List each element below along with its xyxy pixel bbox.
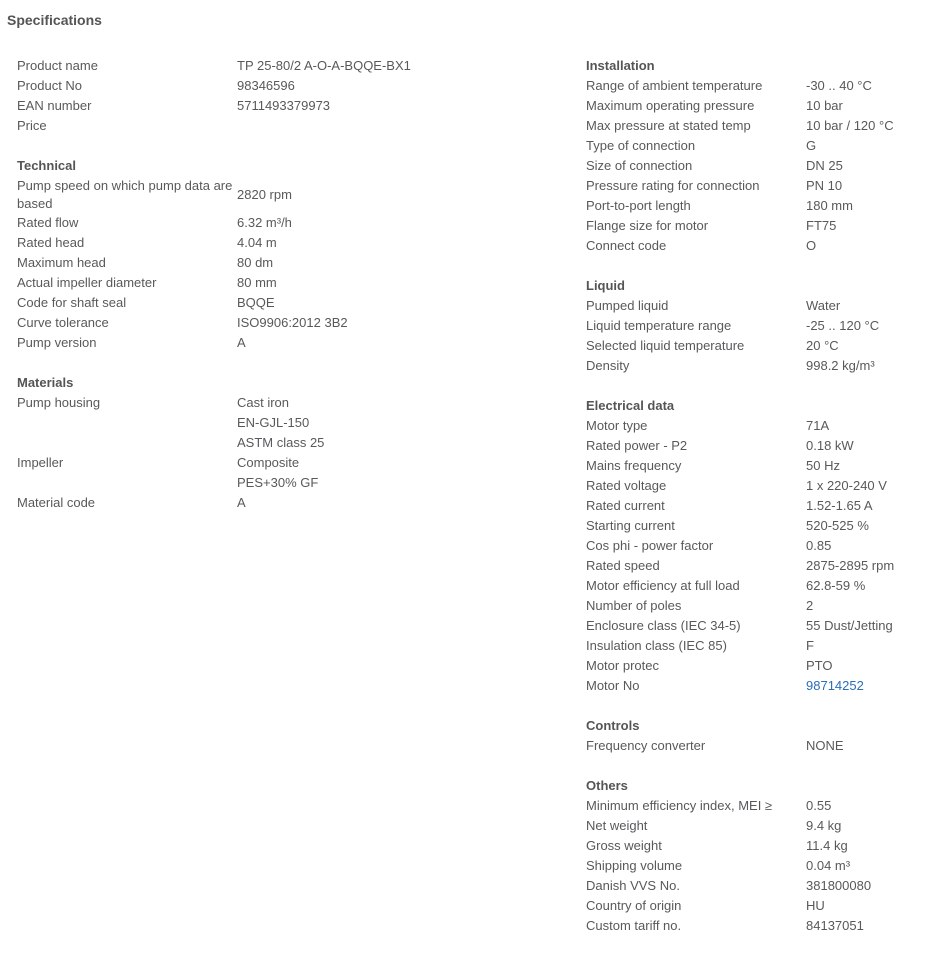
- spec-value: 10 bar: [806, 98, 843, 113]
- spec-label: Motor protec: [586, 658, 659, 673]
- spec-row: [586, 356, 936, 376]
- spec-value: EN-GJL-150: [237, 415, 310, 430]
- spec-label: Shipping volume: [586, 858, 683, 873]
- spec-label: Product No: [17, 78, 83, 93]
- spec-row: [586, 736, 936, 756]
- spec-value: 2: [806, 598, 814, 613]
- spec-row: [17, 273, 557, 293]
- spec-label: Enclosure class (IEC 34-5): [586, 618, 741, 633]
- spec-label: Danish VVS No.: [586, 878, 680, 893]
- spec-value: 71A: [806, 418, 830, 433]
- section-heading: Materials: [17, 375, 74, 390]
- spec-label: Density: [586, 358, 630, 373]
- spec-value: 4.04 m: [237, 235, 277, 250]
- spec-label: Price: [17, 118, 47, 133]
- spec-label: EAN number: [17, 98, 92, 113]
- spec-row: [586, 856, 936, 876]
- spec-value: -30 .. 40 °C: [806, 78, 872, 93]
- spec-values: [806, 676, 936, 696]
- spec-label: Motor efficiency at full load: [586, 578, 740, 593]
- spec-value: G: [806, 138, 817, 153]
- spec-label: Pump version: [17, 335, 97, 350]
- spec-label: Actual impeller diameter: [17, 275, 157, 290]
- spec-values: [237, 333, 557, 353]
- spec-label: Rated head: [17, 235, 85, 250]
- spec-values: [806, 496, 936, 516]
- spec-values: [806, 536, 936, 556]
- spec-row: [586, 636, 936, 656]
- spec-values: [806, 416, 936, 436]
- spec-row: [586, 416, 936, 436]
- spec-row: [586, 236, 936, 256]
- spec-values: [806, 576, 936, 596]
- spec-label: Port-to-port length: [586, 198, 691, 213]
- section-electrical: [586, 396, 936, 696]
- spec-value: PES+30% GF: [237, 475, 319, 490]
- spec-values: [237, 313, 557, 333]
- spec-values: [806, 336, 936, 356]
- section-general: [17, 56, 557, 136]
- spec-row: [586, 436, 936, 456]
- spec-label: Flange size for motor: [586, 218, 709, 233]
- spec-value: 0.55: [806, 798, 832, 813]
- spec-label: Gross weight: [586, 838, 662, 853]
- spec-label: Rated power - P2: [586, 438, 688, 453]
- spec-value: 9.4 kg: [806, 818, 842, 833]
- spec-row: [586, 536, 936, 556]
- spec-row: [17, 76, 557, 96]
- spec-label: Country of origin: [586, 898, 682, 913]
- spec-values: [237, 176, 557, 213]
- spec-value: 62.8-59 %: [806, 578, 866, 593]
- spec-row: [17, 116, 557, 136]
- spec-values: [806, 656, 936, 676]
- spec-row: [586, 676, 936, 696]
- spec-row: [586, 156, 936, 176]
- spec-row: [17, 313, 557, 333]
- spec-row: [17, 293, 557, 313]
- right-column: [586, 56, 936, 956]
- spec-row: [586, 916, 936, 936]
- spec-row: [586, 476, 936, 496]
- page-title: Specifications: [7, 12, 102, 28]
- spec-row: [586, 76, 936, 96]
- spec-values: [806, 516, 936, 536]
- spec-label: Rated current: [586, 498, 665, 513]
- spec-row: [586, 596, 936, 616]
- spec-values: [806, 136, 936, 156]
- spec-value: 0.04 m³: [806, 858, 851, 873]
- spec-value: ASTM class 25: [237, 435, 325, 450]
- spec-label: Net weight: [586, 818, 648, 833]
- spec-values: [237, 76, 557, 96]
- spec-values: [806, 816, 936, 836]
- spec-row: [586, 296, 936, 316]
- spec-values: [806, 556, 936, 576]
- spec-row: [586, 836, 936, 856]
- spec-row: [586, 516, 936, 536]
- spec-label: Rated speed: [586, 558, 660, 573]
- spec-row: [586, 556, 936, 576]
- spec-value: 5711493379973: [237, 98, 331, 113]
- spec-values: [806, 356, 936, 376]
- spec-values: [806, 596, 936, 616]
- spec-values: [237, 96, 557, 116]
- spec-label: Starting current: [586, 518, 675, 533]
- spec-value: 998.2 kg/m³: [806, 358, 875, 373]
- spec-value: Composite: [237, 455, 300, 470]
- spec-values: [237, 253, 557, 273]
- spec-values: [806, 296, 936, 316]
- spec-row: [17, 233, 557, 253]
- spec-label: Motor No: [586, 678, 640, 693]
- spec-values: [237, 453, 557, 493]
- spec-label: Product name: [17, 58, 98, 73]
- spec-values: [237, 293, 557, 313]
- spec-row: [586, 816, 936, 836]
- spec-row: [17, 333, 557, 353]
- spec-row: [586, 116, 936, 136]
- spec-label: Selected liquid temperature: [586, 338, 745, 353]
- spec-value: 1.52-1.65 A: [806, 498, 873, 513]
- spec-label: Impeller: [17, 455, 64, 470]
- spec-label: Cos phi - power factor: [586, 538, 714, 553]
- spec-row: [17, 56, 557, 76]
- spec-value: PTO: [806, 658, 833, 673]
- spec-values: [806, 616, 936, 636]
- spec-label: Pumped liquid: [586, 298, 669, 313]
- spec-value: 55 Dust/Jetting: [806, 618, 893, 633]
- spec-value: 98346596: [237, 78, 295, 93]
- spec-label: Code for shaft seal: [17, 295, 127, 310]
- spec-row: [17, 453, 557, 493]
- section-heading: Liquid: [586, 278, 625, 293]
- spec-value: Water: [806, 298, 841, 313]
- spec-row: [586, 176, 936, 196]
- section-installation: [586, 56, 936, 256]
- spec-label: Curve tolerance: [17, 315, 109, 330]
- spec-label: Insulation class (IEC 85): [586, 638, 727, 653]
- spec-value: 10 bar / 120 °C: [806, 118, 894, 133]
- spec-value: 2875-2895 rpm: [806, 558, 895, 573]
- spec-row: [586, 136, 936, 156]
- spec-row: [586, 496, 936, 516]
- spec-label: Motor type: [586, 418, 648, 433]
- spec-row: [586, 896, 936, 916]
- section-technical: [17, 156, 557, 353]
- spec-values: [806, 636, 936, 656]
- spec-label: Mains frequency: [586, 458, 682, 473]
- section-liquid: [586, 276, 936, 376]
- spec-values: [806, 156, 936, 176]
- spec-row: [17, 96, 557, 116]
- spec-label: Connect code: [586, 238, 667, 253]
- spec-values: [237, 56, 557, 76]
- spec-value: Cast iron: [237, 395, 290, 410]
- spec-values: [806, 476, 936, 496]
- spec-values: [806, 96, 936, 116]
- spec-values: [806, 176, 936, 196]
- spec-row: [586, 196, 936, 216]
- spec-value: 520-525 %: [806, 518, 869, 533]
- spec-value: 84137051: [806, 918, 864, 933]
- section-others: [586, 776, 936, 936]
- spec-values: [806, 316, 936, 336]
- spec-values: [237, 393, 557, 453]
- spec-values: [806, 876, 936, 896]
- spec-row: [17, 393, 557, 453]
- spec-label: Rated flow: [17, 215, 79, 230]
- spec-value: NONE: [806, 738, 844, 753]
- spec-row: [17, 493, 557, 513]
- spec-value: 80 mm: [237, 275, 277, 290]
- spec-value: 50 Hz: [806, 458, 840, 473]
- spec-row: [586, 456, 936, 476]
- spec-value: DN 25: [806, 158, 843, 173]
- spec-label: Maximum head: [17, 255, 106, 270]
- spec-label: Type of connection: [586, 138, 696, 153]
- spec-value: BQQE: [237, 295, 275, 310]
- spec-values: [806, 456, 936, 476]
- section-heading: Installation: [586, 58, 655, 73]
- left-column: [17, 56, 557, 533]
- spec-value: HU: [806, 898, 825, 913]
- spec-label: Material code: [17, 495, 96, 510]
- section-materials: [17, 373, 557, 513]
- spec-values: [806, 896, 936, 916]
- spec-label: Maximum operating pressure: [586, 98, 755, 113]
- spec-value: 0.85: [806, 538, 832, 553]
- spec-row: [586, 216, 936, 236]
- spec-value: A: [237, 335, 246, 350]
- spec-value: 2820 rpm: [237, 186, 292, 202]
- spec-value: TP 25-80/2 A-O-A-BQQE-BX1: [237, 58, 411, 73]
- spec-row: [17, 176, 557, 213]
- spec-label: Number of poles: [586, 598, 682, 613]
- spec-values: [806, 796, 936, 816]
- spec-label: Minimum efficiency index, MEI ≥: [586, 798, 773, 813]
- spec-row: [586, 616, 936, 636]
- spec-values: [806, 76, 936, 96]
- spec-value: 180 mm: [806, 198, 853, 213]
- spec-row: [586, 576, 936, 596]
- spec-values: [806, 916, 936, 936]
- spec-values: [237, 116, 557, 136]
- section-heading: Others: [586, 778, 628, 793]
- motor-no-link[interactable]: 98714252: [806, 678, 864, 693]
- spec-label: Pump housing: [17, 395, 101, 410]
- spec-label: Rated voltage: [586, 478, 667, 493]
- section-controls: [586, 716, 936, 756]
- spec-value: 381800080: [806, 878, 872, 893]
- spec-values: [237, 273, 557, 293]
- spec-row: [586, 336, 936, 356]
- spec-label: Size of connection: [586, 158, 693, 173]
- spec-label: Pressure rating for connection: [586, 178, 760, 193]
- spec-values: [237, 493, 557, 513]
- spec-label: Custom tariff no.: [586, 918, 682, 933]
- spec-row: [17, 253, 557, 273]
- spec-value: 80 dm: [237, 255, 274, 270]
- spec-value: 11.4 kg: [806, 838, 848, 853]
- spec-label: Range of ambient temperature: [586, 78, 763, 93]
- spec-row: [17, 213, 557, 233]
- section-heading: Controls: [586, 718, 640, 733]
- spec-label: Pump speed on which pump data are based: [17, 178, 233, 211]
- spec-value: 20 °C: [806, 338, 839, 353]
- spec-value: PN 10: [806, 178, 843, 193]
- spec-values: [806, 436, 936, 456]
- spec-values: [806, 856, 936, 876]
- spec-values: [237, 213, 557, 233]
- spec-label: Frequency converter: [586, 738, 706, 753]
- spec-values: [237, 233, 557, 253]
- spec-values: [806, 236, 936, 256]
- section-heading: Technical: [17, 158, 77, 173]
- spec-label: Liquid temperature range: [586, 318, 732, 333]
- spec-values: [806, 116, 936, 136]
- spec-row: [586, 876, 936, 896]
- spec-row: [586, 656, 936, 676]
- section-heading: Electrical data: [586, 398, 675, 413]
- spec-label: Max pressure at stated temp: [586, 118, 751, 133]
- spec-values: [806, 196, 936, 216]
- spec-value: FT75: [806, 218, 837, 233]
- spec-values: [806, 216, 936, 236]
- spec-value: -25 .. 120 °C: [806, 318, 880, 333]
- spec-row: [586, 96, 936, 116]
- spec-row: [586, 316, 936, 336]
- spec-value: O: [806, 238, 817, 253]
- spec-value: 0.18 kW: [806, 438, 854, 453]
- spec-value: F: [806, 638, 814, 653]
- spec-value: A: [237, 495, 246, 510]
- spec-value: 6.32 m³/h: [237, 215, 292, 230]
- spec-value: 1 x 220-240 V: [806, 478, 887, 493]
- spec-values: [806, 736, 936, 756]
- spec-value: ISO9906:2012 3B2: [237, 315, 348, 330]
- spec-values: [806, 836, 936, 856]
- spec-row: [586, 796, 936, 816]
